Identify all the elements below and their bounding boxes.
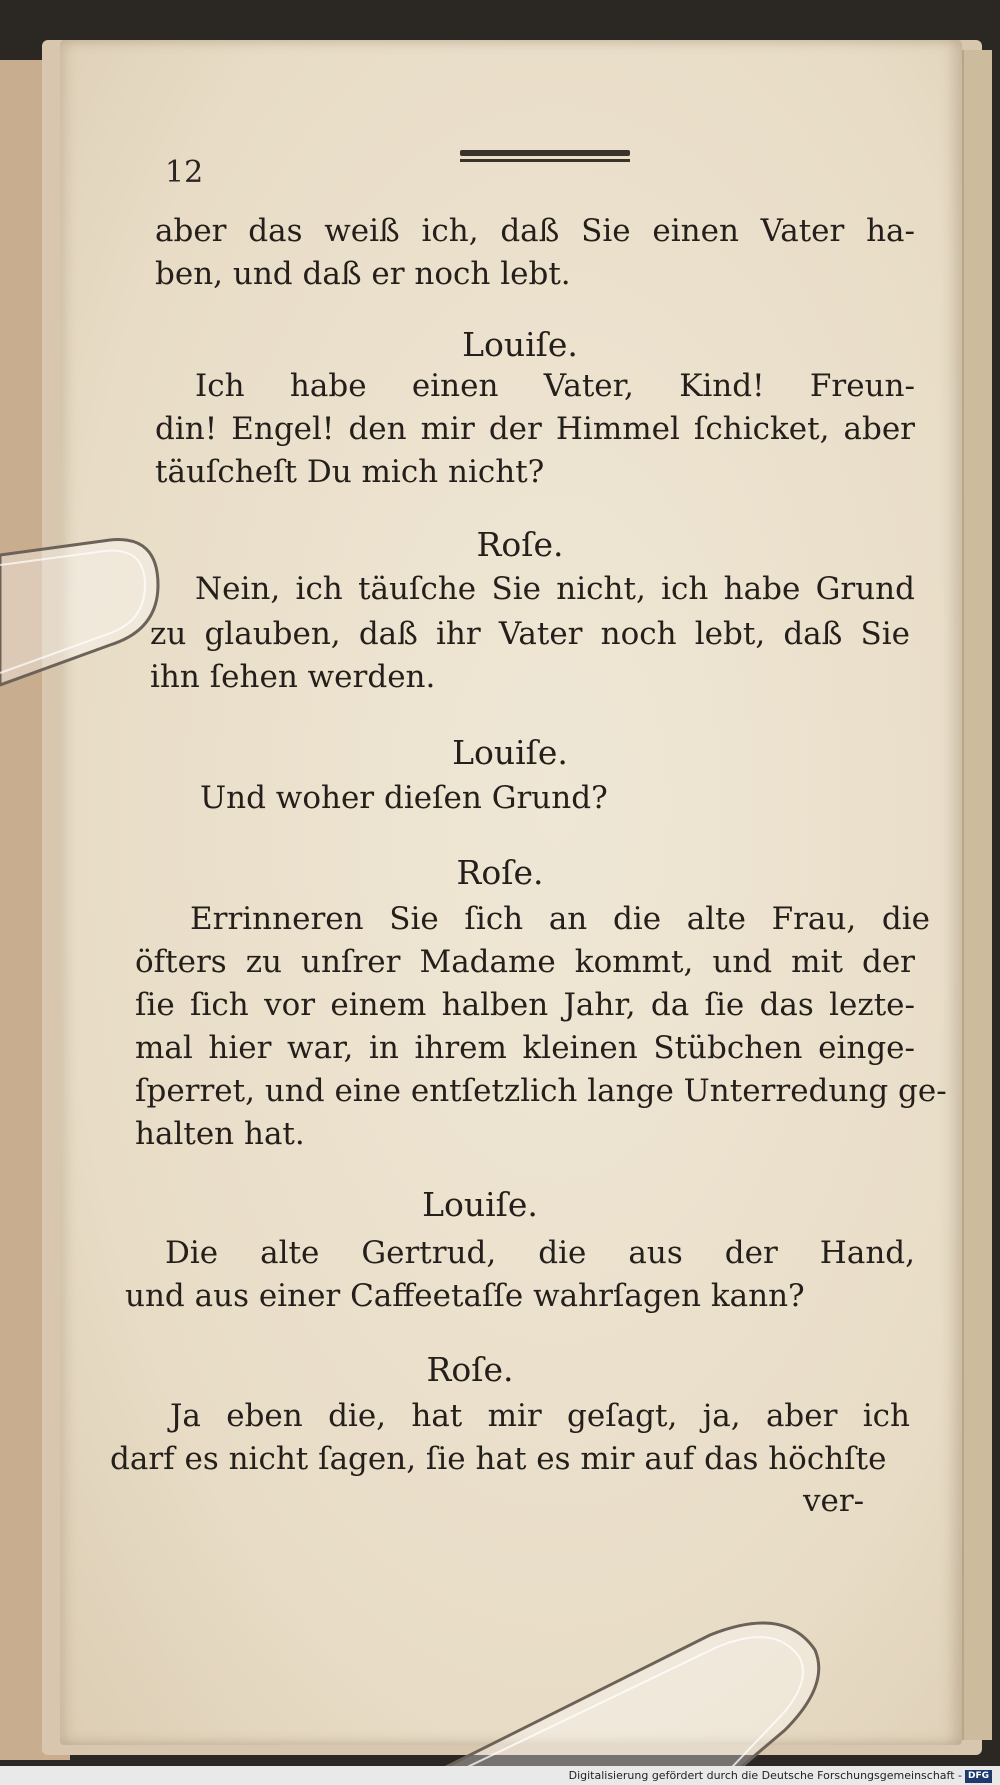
text-line: ſperret, und eine entſetzlich lange Unterredung ge-	[135, 1073, 947, 1109]
text-line: din! Engel! den mir der Himmel ſchicket, aber	[155, 411, 915, 447]
text-line: ihn ſehen werden.	[150, 659, 436, 695]
speaker-name: Roſe.	[426, 1350, 514, 1389]
text-line: darf es nicht ſagen, ſie hat es mir auf das höchſte	[110, 1441, 887, 1477]
header-ornament	[460, 150, 630, 164]
text-line: zu glauben, daß ihr Vater noch lebt, daß Sie	[150, 616, 910, 652]
footer-credit: Digitalisierung gefördert durch die Deutsche Forschungsgemeinschaft -	[568, 1769, 962, 1782]
digitization-footer	[0, 1766, 1000, 1785]
speaker-name: Roſe.	[456, 853, 544, 892]
text-line: ſie ſich vor einem halben Jahr, da ſie das lezte-	[135, 987, 915, 1023]
page-clip-left	[0, 535, 165, 695]
text-line: halten hat.	[135, 1116, 305, 1152]
text-line: aber das weiß ich, daß Sie einen Vater ha-	[155, 213, 915, 249]
page-number: 12	[165, 155, 204, 190]
speaker-name: Louiſe.	[462, 325, 578, 364]
speaker-name: Louiſe.	[422, 1185, 538, 1224]
text-line: öfters zu unſrer Madame kommt, und mit der	[135, 944, 915, 980]
text-line: täuſcheſt Du mich nicht?	[155, 454, 545, 490]
page-edge-right	[962, 50, 992, 1740]
text-line: ben, und daß er noch lebt.	[155, 256, 571, 292]
page-clip-bottom	[410, 1610, 830, 1785]
text-line: Ja eben die, hat mir geſagt, ja, aber ich	[170, 1398, 910, 1434]
speaker-name: Louiſe.	[452, 733, 568, 772]
dfg-logo: DFG	[965, 1770, 992, 1783]
text-line: Nein, ich täuſche Sie nicht, ich habe Grund	[195, 571, 915, 607]
text-line: Die alte Gertrud, die aus der Hand,	[165, 1235, 915, 1271]
text-line: Ich habe einen Vater, Kind! Freun-	[195, 368, 915, 404]
speaker-name: Roſe.	[476, 525, 564, 564]
text-line: mal hier war, in ihrem kleinen Stübchen einge-	[135, 1030, 915, 1066]
text-line: Und woher dieſen Grund?	[200, 780, 608, 816]
text-line: Errinneren Sie ſich an die alte Frau, die	[190, 901, 930, 937]
text-line: und aus einer Caffeetaſſe wahrſagen kann?	[125, 1278, 805, 1314]
catchword: ver-	[803, 1483, 865, 1519]
